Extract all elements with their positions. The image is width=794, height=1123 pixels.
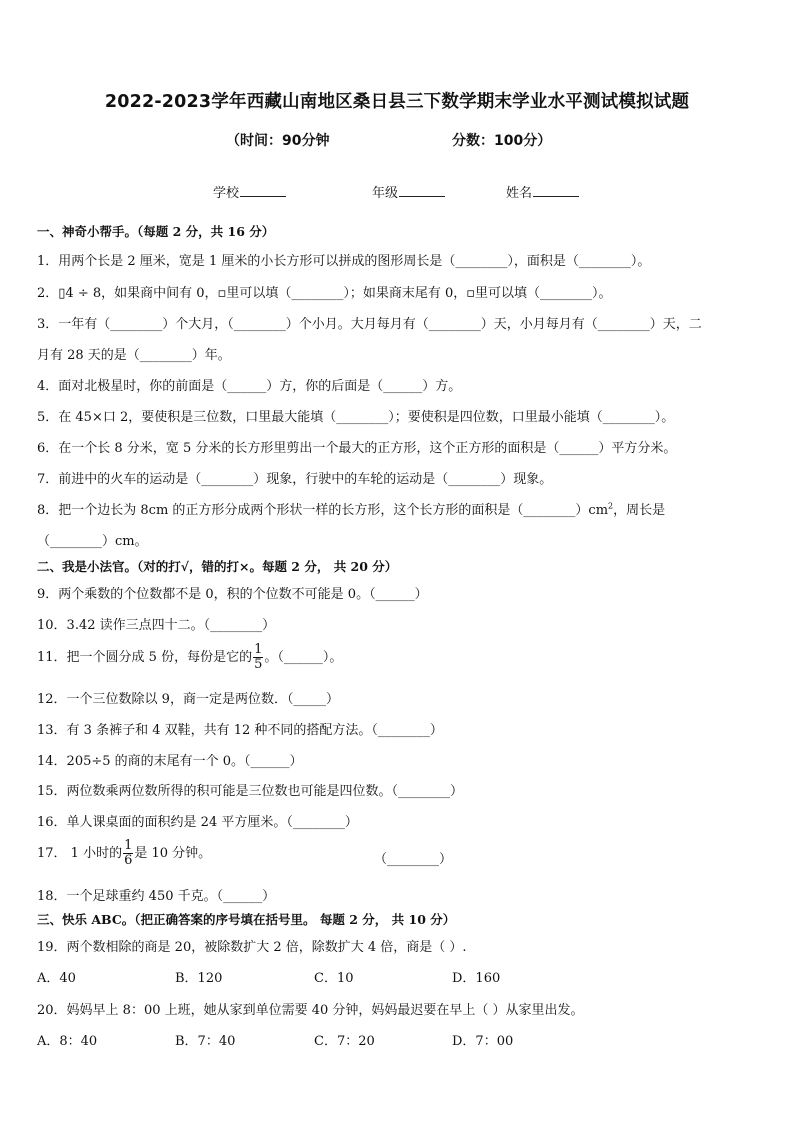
question-13: 13．有 3 条裤子和 4 双鞋，共有 12 种不同的搭配方法。（________） xyxy=(37,723,443,738)
question-3-line1: 3．一年有（________）个大月，（________）个小月。大月每月有（________）天，小月每月有（________）天，二 xyxy=(37,317,702,332)
fraction-numerator: 1 xyxy=(254,642,263,657)
section-1-heading: 一、神奇小帮手。（每题 2 分，共 16 分） xyxy=(37,224,275,239)
q20-option-c: C．7：20 xyxy=(314,1034,375,1049)
question-12: 12．一个三位数除以 9，商一定是两位数．（_____） xyxy=(37,692,339,707)
section-2-heading: 二、我是小法官。（对的打√，错的打×。每题 2 分， 共 20 分） xyxy=(37,559,398,574)
q19-option-d: D．160 xyxy=(452,971,501,986)
unit-exponent: 2 xyxy=(608,501,614,511)
exam-time: （时间：90分钟 xyxy=(226,133,330,149)
question-14: 14．205÷5 的商的末尾有一个 0。（______） xyxy=(37,754,303,769)
question-4: 4．面对北极星时，你的前面是（______）方，你的后面是（______）方。 xyxy=(37,379,462,394)
question-20: 20．妈妈早上 8：00 上班，她从家到单位需要 40 分钟，妈妈最迟要在早上（ ）从家里出发。 xyxy=(37,1003,584,1018)
page-title: 2022-2023学年西藏山南地区桑日县三下数学期末学业水平测试模拟试题 xyxy=(104,92,690,112)
question-11 xyxy=(37,643,342,672)
question-1: 1．用两个长是 2 厘米，宽是 1 厘米的小长方形可以拼成的图形周长是（________），面积是（________）。 xyxy=(37,254,651,269)
question-8-line1 xyxy=(37,499,665,518)
q20-option-a: A．8：40 xyxy=(37,1034,98,1049)
q20-option-d: D．7：00 xyxy=(452,1034,514,1049)
question-8-text: 8．把一个边长为 8cm 的正方形分成两个形状一样的长方形，这个长方形的面积是（________）cm xyxy=(37,503,609,518)
fraction-numerator: 1 xyxy=(124,838,133,853)
question-11-text: 11．把一个圆分成 5 份，每份是它的 xyxy=(37,650,253,665)
question-11-tail: 。（______）。 xyxy=(264,650,343,665)
question-17-text: 17． 1 小时的 xyxy=(37,846,123,861)
school-label: 学校 xyxy=(213,186,240,201)
question-3-line2: 月有 28 天的是（________）年。 xyxy=(37,348,231,363)
exam-score: 分数：100分） xyxy=(452,133,552,149)
question-16: 16．单人课桌面的面积约是 24 平方厘米。（________） xyxy=(37,815,358,830)
question-17-tail: 是 10 分钟。 xyxy=(134,846,212,861)
name-label: 姓名 xyxy=(506,186,533,201)
question-6: 6．在一个长 8 分米，宽 5 分米的长方形里剪出一个最大的正方形，这个正方形的面积是（______）平方分米。 xyxy=(37,441,677,456)
fraction-denominator: 5 xyxy=(254,657,263,672)
grade-blank[interactable] xyxy=(399,184,445,197)
grade-label: 年级 xyxy=(372,186,399,201)
question-9: 9．两个乘数的个位数都不是 0，积的个位数不可能是 0。（______） xyxy=(37,587,428,602)
question-2: 2．▯4 ÷ 8，如果商中间有 0，▫里可以填（________）；如果商末尾有 0，▫里可以填（________）。 xyxy=(37,286,612,301)
name-field[interactable] xyxy=(506,182,579,201)
question-7: 7．前进中的火车的运动是（________）现象，行驶中的车轮的运动是（________）现象。 xyxy=(37,472,553,487)
q19-option-a: A．40 xyxy=(37,971,76,986)
question-17-blank: （________） xyxy=(374,852,453,867)
question-5: 5．在 45×口 2，要使积是三位数，口里最大能填（________）；要使积是四位数，口里最小能填（________）。 xyxy=(37,410,675,425)
q19-option-c: C．10 xyxy=(314,971,354,986)
section-3-heading: 三、快乐 ABC。（把正确答案的序号填在括号里。 每题 2 分， 共 10 分） xyxy=(37,912,456,927)
fraction xyxy=(123,839,133,868)
school-blank[interactable] xyxy=(240,184,286,197)
fraction xyxy=(253,643,263,672)
question-8-tail: ，周长是 xyxy=(613,503,666,518)
school-field[interactable] xyxy=(213,182,286,201)
question-10: 10．3.42 读作三点四十二。（________） xyxy=(37,618,276,633)
q19-option-b: B．120 xyxy=(175,971,223,986)
question-15: 15．两位数乘两位数所得的积可能是三位数也可能是四位数。（________） xyxy=(37,784,464,799)
question-17 xyxy=(37,839,211,868)
question-8-line2: （________）cm。 xyxy=(37,534,148,549)
question-19: 19．两个数相除的商是 20，被除数扩大 2 倍，除数扩大 4 倍，商是（ ）. xyxy=(37,940,467,955)
name-blank[interactable] xyxy=(533,184,579,197)
question-18: 18．一个足球重约 450 千克。（______） xyxy=(37,889,276,904)
q20-option-b: B．7：40 xyxy=(175,1034,236,1049)
fraction-denominator: 6 xyxy=(124,853,133,868)
grade-field[interactable] xyxy=(372,182,445,201)
